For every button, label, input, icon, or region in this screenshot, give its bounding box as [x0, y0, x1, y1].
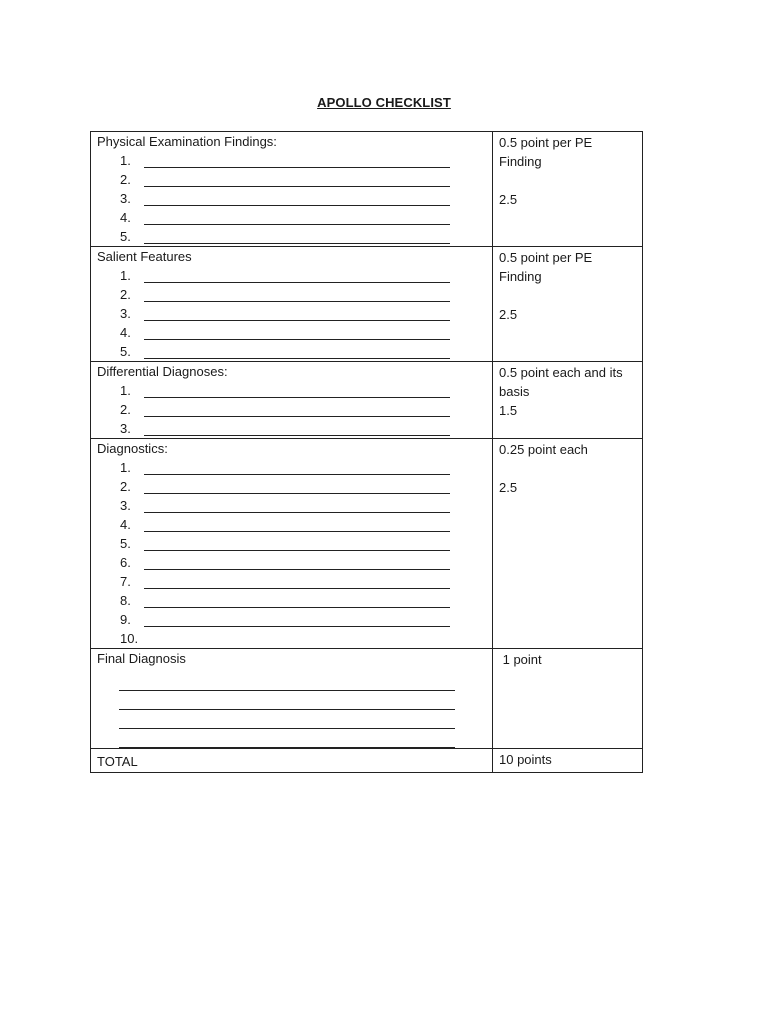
- item-number: 9.: [120, 612, 131, 627]
- section-heading: Final Diagnosis: [97, 651, 186, 666]
- answer-line[interactable]: [119, 691, 455, 710]
- section-heading: Salient Features: [97, 249, 192, 264]
- section-row-diagnostics: [91, 439, 643, 649]
- list-item: [120, 227, 492, 246]
- answer-line[interactable]: [119, 710, 455, 729]
- item-number: 2.: [120, 172, 131, 187]
- criteria-text: Finding: [499, 154, 542, 169]
- answer-blank[interactable]: [144, 400, 450, 417]
- section-right-differential-diagnoses: [493, 362, 643, 439]
- list-item: [120, 515, 492, 534]
- item-number: 5.: [120, 344, 131, 359]
- criteria-text: 0.5 point each and its: [499, 365, 623, 380]
- answer-blank[interactable]: [144, 227, 450, 244]
- list-item: [120, 400, 492, 419]
- section-left-diagnostics: [91, 439, 493, 649]
- criteria-text: 0.5 point per PE: [499, 250, 593, 265]
- criteria-text: 0.5 point per PE: [499, 135, 593, 150]
- list-item: [120, 285, 492, 304]
- answer-blank[interactable]: [144, 610, 450, 627]
- list-item: [120, 323, 492, 342]
- item-number: 1.: [120, 153, 131, 168]
- section-row-total: [91, 749, 643, 773]
- list-item: [120, 170, 492, 189]
- answer-blank[interactable]: [144, 381, 450, 398]
- total-left: [91, 749, 493, 773]
- answer-blank[interactable]: [144, 496, 450, 513]
- section-right-final-diagnosis: [493, 649, 643, 749]
- item-number: 1.: [120, 460, 131, 475]
- list-item: [120, 419, 492, 438]
- criteria-text: Finding: [499, 269, 542, 284]
- list-item: [120, 534, 492, 553]
- list-item: [120, 591, 492, 610]
- answer-blank[interactable]: [144, 342, 450, 359]
- answer-blank[interactable]: [144, 208, 450, 225]
- answer-line[interactable]: [119, 729, 455, 748]
- total-label: TOTAL: [97, 754, 138, 769]
- answer-blank[interactable]: [144, 477, 450, 494]
- points-value: 2.5: [499, 192, 518, 207]
- section-left-physical-exam: [91, 132, 493, 247]
- list-item: [120, 304, 492, 323]
- list-item: [120, 266, 492, 285]
- list-item: [120, 381, 492, 400]
- section-left-salient-features: [91, 247, 493, 362]
- item-number: 3.: [120, 191, 131, 206]
- list-item: [120, 208, 492, 227]
- points-value: 2.5: [499, 480, 518, 495]
- answer-blank[interactable]: [144, 304, 450, 321]
- item-number: 5.: [120, 536, 131, 551]
- answer-blank[interactable]: [144, 515, 450, 532]
- answer-blank[interactable]: [144, 266, 450, 283]
- list-item: [120, 496, 492, 515]
- section-left-final-diagnosis: [91, 649, 493, 749]
- list-item: [120, 610, 492, 629]
- section-row-physical-exam: [91, 132, 643, 247]
- list-item: [120, 458, 492, 477]
- answer-line[interactable]: [119, 672, 455, 691]
- answer-blank[interactable]: [144, 151, 450, 168]
- checklist-table: [90, 131, 643, 773]
- item-number: 7.: [120, 574, 131, 589]
- list-item: [120, 342, 492, 361]
- item-number: 5.: [120, 229, 131, 244]
- item-number: 1.: [120, 383, 131, 398]
- item-number: 2.: [120, 287, 131, 302]
- item-number: 8.: [120, 593, 131, 608]
- points-value: 1.5: [499, 403, 518, 418]
- points-value: 1 point: [499, 652, 542, 667]
- list-item: [120, 477, 492, 496]
- total-right: [493, 749, 643, 773]
- item-number: 4.: [120, 325, 131, 340]
- criteria-text: basis: [499, 384, 530, 399]
- item-number: 4.: [120, 210, 131, 225]
- item-number: 2.: [120, 479, 131, 494]
- page-title: APOLLO CHECKLIST: [317, 95, 451, 110]
- section-row-salient-features: [91, 247, 643, 362]
- section-heading: Physical Examination Findings:: [97, 134, 277, 149]
- section-right-diagnostics: [493, 439, 643, 649]
- answer-blank[interactable]: [144, 170, 450, 187]
- answer-blank[interactable]: [144, 534, 450, 551]
- answer-blank[interactable]: [144, 458, 450, 475]
- list-item: [120, 189, 492, 208]
- section-row-final-diagnosis: [91, 649, 643, 749]
- total-points: 10 points: [499, 752, 552, 767]
- item-number: 4.: [120, 517, 131, 532]
- section-right-physical-exam: [493, 132, 643, 247]
- list-item: [120, 572, 492, 591]
- section-left-differential-diagnoses: [91, 362, 493, 439]
- points-value: 2.5: [499, 307, 518, 322]
- answer-blank[interactable]: [144, 189, 450, 206]
- answer-blank[interactable]: [144, 572, 450, 589]
- item-number: 10.: [120, 631, 139, 646]
- list-item: [120, 553, 492, 572]
- item-number: 3.: [120, 421, 131, 436]
- answer-blank[interactable]: [144, 591, 450, 608]
- item-number: 3.: [120, 306, 131, 321]
- answer-blank[interactable]: [144, 323, 450, 340]
- item-number: 1.: [120, 268, 131, 283]
- list-item: [120, 629, 492, 648]
- section-row-differential-diagnoses: [91, 362, 643, 439]
- item-number: 2.: [120, 402, 131, 417]
- item-number: 3.: [120, 498, 131, 513]
- section-right-salient-features: [493, 247, 643, 362]
- criteria-text: 0.25 point each: [499, 442, 588, 457]
- section-heading: Differential Diagnoses:: [97, 364, 228, 379]
- item-number: 6.: [120, 555, 131, 570]
- list-item: [120, 151, 492, 170]
- answer-blank[interactable]: [144, 419, 450, 436]
- answer-blank[interactable]: [144, 553, 450, 570]
- section-heading: Diagnostics:: [97, 441, 168, 456]
- answer-blank[interactable]: [144, 285, 450, 302]
